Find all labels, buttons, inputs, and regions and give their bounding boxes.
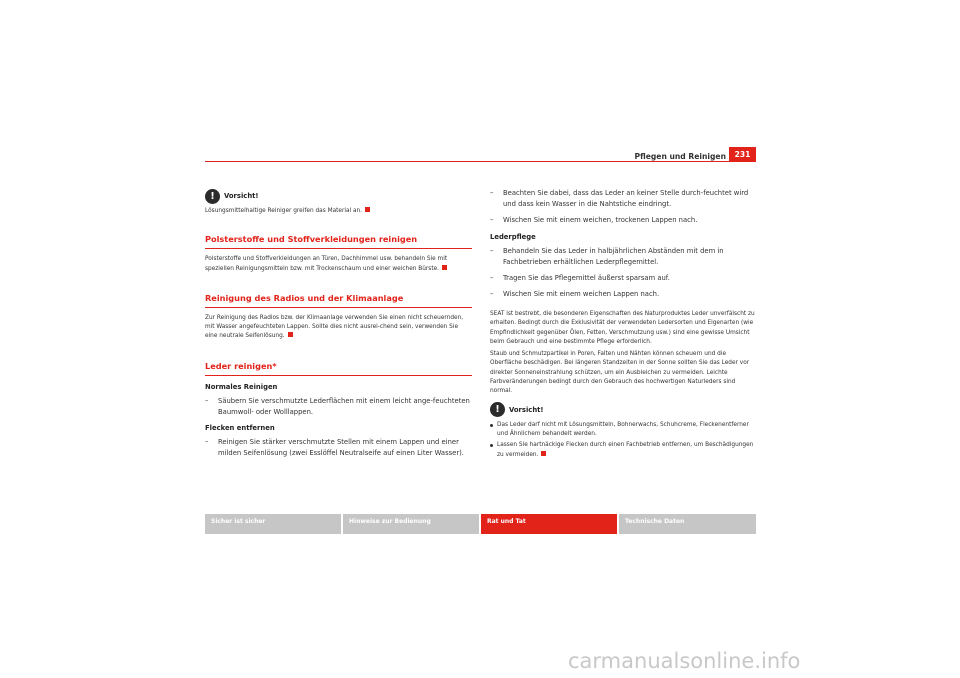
exclamation-icon: ! [205,189,220,204]
footer-tab-operating-notes[interactable]: Hinweise zur Bedienung [343,514,479,534]
header-rule [205,161,756,162]
section-title-upholstery: Polsterstoffe und Stoffverkleidungen reinigen [205,234,472,249]
step-item: – Reinigen Sie stärker verschmutzte Stellen mit einem Lappen und einer milden Seifenlösung (zwei Esslöffel Neutralseife auf einen Liter Wasser). [205,437,472,459]
footer-tab-technical-data[interactable]: Technische Daten [619,514,756,534]
section-title-leather: Leder reinigen* [205,361,472,376]
page-number: 231 [729,147,756,162]
step-item: – Behandeln Sie das Leder in halbjährlichen Abständen mit dem in Fachbetrieben erhältlichen Lederpflegemittel. [490,246,756,268]
step-item: – Tragen Sie das Pflegemittel äußerst sparsam auf. [490,273,756,284]
section-end-mark [288,332,293,337]
right-column [490,188,756,460]
watermark: carmanualsonline.info [568,649,801,673]
info-paragraph: Staub und Schmutzpartikel in Poren, Falten und Nähten können scheuern und die Oberfläche beschädigen. Bei längeren Standzeiten in der Sonne sollten Sie das Leder vor direkter Sonneneinstrahlung schützen, um ein Ausbleichen zu vermeiden. Leichte Farbveränderungen bedingt durch den Gebrauch des hochwertigen Naturleders sind normal. [490,351,750,395]
caution-box [205,188,472,216]
info-paragraph: SEAT ist bestrebt, die besonderen Eigenschaften des Naturproduktes Leder unverfälscht zu erhalten. Bedingt durch die Exklusivität der verwendeten Ledersorten und Eigenarten (wie Empfindlichkeit gegenüber Ölen, Fetten, Verschmutzung usw.) sind eine gewisse Umsicht beim Gebrauch und eine bestimmte Pflege erforderlich. [490,311,755,345]
caution-bullet: Lassen Sie hartnäckige Flecken durch einen Fachbetrieb entfernen, um Beschädigungen zu vermeiden. [490,441,756,460]
step-item: – Wischen Sie mit einem weichen Lappen nach. [490,289,756,300]
caution-label: Vorsicht! [509,405,544,414]
subheading-leather-care: Lederpflege [490,233,536,241]
section-text-radio: Zur Reinigung des Radios bzw. der Klimaanlage verwenden Sie einen nicht scheuernden, mit Wasser angefeuchteten Lappen. Sollte dies nicht ausrei-chend sein, verwenden Sie eine neutrale Seifenlösung. [205,314,464,340]
section-text-upholstery: Polsterstoffe und Stoffverkleidungen an Türen, Dachhimmel usw. behandeln Sie mit speziellen Reinigungsmitteln bzw. mit Trockenschaum und einer weichen Bürste. [205,256,448,272]
caution-heading [490,402,756,418]
running-header-title: Pflegen und Reinigen [634,152,726,161]
exclamation-icon: ! [490,402,505,417]
section-end-mark [541,451,546,456]
left-column [205,188,472,459]
caution-bullet: Das Leder darf nicht mit Lösungsmitteln, Bohnerwachs, Schuhcreme, Fleckenentferner und Ähnlichem behandelt werden. [490,421,756,440]
footer-tab-safety[interactable]: Sicher ist sicher [205,514,341,534]
step-item: – Säubern Sie verschmutzte Lederflächen mit einem leicht ange-feuchteten Baumwoll- oder Wolllappen. [205,396,472,418]
subheading-normal-cleaning: Normales Reinigen [205,382,278,391]
caution-text: Lösungsmittelhaltige Reiniger greifen das Material an. [205,207,472,216]
footer-tab-advice-and-help[interactable]: Rat und Tat [481,514,617,534]
caution-box [490,402,756,460]
step-item: – Wischen Sie mit einem weichen, trockenen Lappen nach. [490,215,756,226]
caution-label: Vorsicht! [224,192,259,200]
step-item: – Beachten Sie dabei, dass das Leder an keiner Stelle durch-feuchtet wird und dass kein Wasser in die Nahtstiche eindringt. [490,188,756,210]
section-end-mark [365,207,370,212]
caution-heading [205,188,472,204]
subheading-stain-removal: Flecken entfernen [205,423,275,432]
section-end-mark [442,265,447,270]
section-title-radio: Reinigung des Radios und der Klimaanlage [205,293,472,308]
